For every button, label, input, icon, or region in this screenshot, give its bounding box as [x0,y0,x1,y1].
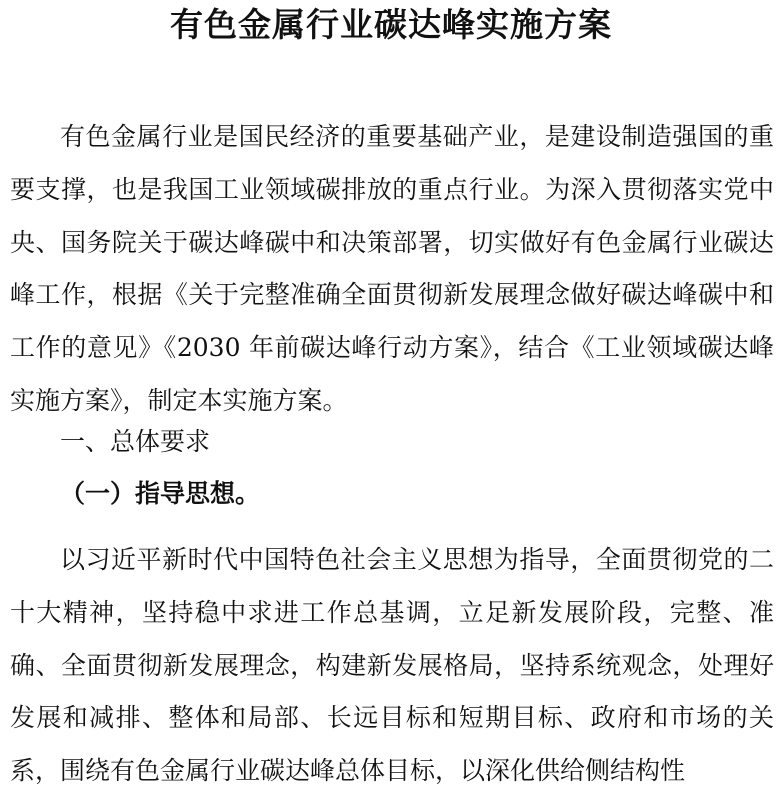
section-heading: 一、总体要求 [60,427,211,456]
guiding-paragraph: 以习近平新时代中国特色社会主义思想为指导，全面贯彻党的二十大精神，坚持稳中求进工作总基调，立足新发展阶段，完整、准确、全面贯彻新发展理念，构建新发展格局，坚持系统观念，处理好发展和减排、整体和局部、长远目标和短期目标、政府和市场的关系，围绕有色金属行业碳达峰总体目标，以深化供给侧结构性 [10,545,774,786]
subsection-heading: （一）指导思想。 [60,479,261,508]
intro-paragraph: 有色金属行业是国民经济的重要基础产业，是建设制造强国的重要支撑，也是我国工业领域碳排放的重点行业。为深入贯彻落实党中央、国务院关于碳达峰碳中和决策部署，切实做好有色金属行业碳达峰工作，根据《关于完整准确全面贯彻新发展理念做好碳达峰碳中和工作的意见》《2030 年前碳达峰行动方案》，结合《工业领域碳达峰实施方案》，制定本实施方案。 [10,122,774,415]
document-title: 有色金属行业碳达峰实施方案 [170,5,612,44]
